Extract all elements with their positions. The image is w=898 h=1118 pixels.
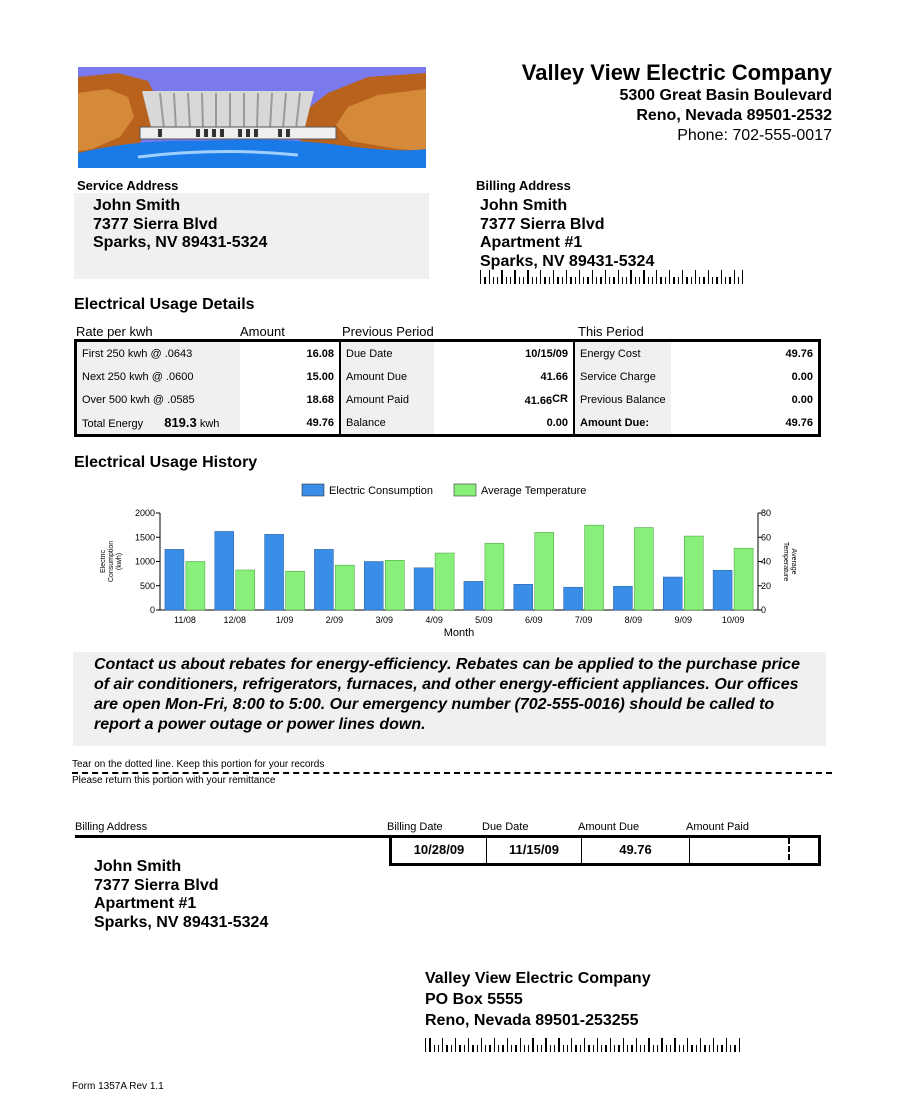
barcode-bar	[567, 1045, 568, 1052]
barcode-bar	[626, 277, 627, 284]
this-period-header: This Period	[578, 324, 644, 339]
barcode-bar	[656, 270, 657, 284]
company-header	[522, 60, 832, 146]
barcode-bar	[717, 1045, 718, 1052]
bar-temperature	[186, 562, 205, 611]
barcode-bar	[721, 270, 722, 284]
amount-paid-label: Amount Paid	[686, 821, 749, 833]
barcode-bar	[614, 1045, 615, 1052]
barcode-bar	[725, 277, 726, 284]
mail-to-line: Valley View Electric Company	[425, 970, 651, 987]
barcode-bar	[618, 270, 619, 284]
barcode-bar	[519, 277, 520, 284]
amount-due-value: 49.76	[582, 835, 690, 863]
credit-suffix: CR	[552, 392, 568, 405]
amount-paid-field[interactable]	[690, 835, 818, 863]
y2-tick-label: 20	[761, 580, 772, 591]
barcode-bar	[464, 1045, 465, 1052]
billing-address-label: Billing Address	[476, 178, 571, 193]
bar-consumption	[663, 577, 682, 610]
barcode-bar	[666, 1045, 667, 1052]
barcode-bar	[544, 277, 545, 284]
y-tick-label: 500	[139, 580, 155, 591]
previous-value-cell	[434, 342, 573, 365]
barcode-bar	[557, 277, 558, 284]
barcode-bar	[673, 277, 674, 284]
barcode-bar	[653, 1045, 654, 1052]
amount-due-label-cell: Amount Due:	[573, 411, 671, 434]
barcode-bar	[669, 270, 670, 284]
barcode-bar	[730, 1045, 731, 1052]
barcode-bar	[597, 1038, 598, 1052]
barcode-bar	[520, 1038, 521, 1052]
y-axis-title-part: Electric	[100, 550, 107, 573]
y2-axis-title-part: Average	[790, 548, 797, 575]
barcode-bar	[580, 1045, 581, 1052]
x-tick-label: 5/09	[475, 615, 493, 625]
barcode-bar	[721, 1045, 722, 1052]
barcode-bar	[739, 1038, 740, 1052]
bar-consumption	[464, 581, 483, 610]
bar-consumption	[215, 531, 234, 610]
barcode-bar	[434, 1045, 435, 1052]
barcode-bar	[660, 277, 661, 284]
barcode-bar	[553, 270, 554, 284]
previous-value-cell	[434, 388, 573, 411]
barcode-bar	[497, 277, 498, 284]
barcode-bar	[472, 1045, 473, 1052]
barcode-bar	[648, 1038, 649, 1052]
amount-paid-marker	[788, 838, 790, 860]
barcode-bar	[742, 270, 743, 284]
this-value-cell: 49.76	[785, 347, 813, 360]
usage-history-title: Electrical Usage History	[74, 454, 258, 471]
barcode-bar	[661, 1038, 662, 1052]
barcode-bar	[540, 270, 541, 284]
barcode-bar	[627, 1045, 628, 1052]
x-tick-label: 11/08	[173, 615, 196, 625]
barcode-bar	[600, 277, 601, 284]
barcode-bar	[527, 270, 528, 284]
x-axis-title: Month	[443, 627, 475, 639]
previous-label-cell: Amount Due	[339, 365, 434, 388]
company-city: Reno, Nevada 89501-2532	[636, 107, 832, 124]
service-address-label: Service Address	[77, 178, 179, 193]
bar-temperature	[684, 536, 703, 610]
bar-consumption	[514, 584, 533, 610]
barcode-bar	[481, 1038, 482, 1052]
x-tick-label: 1/09	[275, 615, 294, 625]
bar-temperature	[585, 525, 604, 610]
x-tick-label: 10/09	[721, 615, 745, 625]
barcode-bar	[425, 1038, 426, 1052]
rate-cell: First 250 kwh @ .0643	[77, 342, 240, 365]
barcode-bar	[713, 1038, 714, 1052]
amount-due-value-cell: 49.76	[785, 416, 813, 429]
barcode-bar	[716, 277, 717, 284]
y2-axis-title	[782, 542, 797, 581]
amount-due-label: Amount Due	[578, 821, 640, 833]
bar-temperature	[634, 528, 653, 610]
barcode-bar	[579, 270, 580, 284]
remit-address-line: John Smith	[94, 858, 182, 875]
bar-consumption	[265, 534, 284, 610]
barcode-bar	[639, 277, 640, 284]
previous-value: 10/15/09	[525, 347, 568, 360]
barcode-bar	[679, 1045, 680, 1052]
bar-temperature	[236, 570, 255, 610]
barcode-bar	[657, 1045, 658, 1052]
billing-address-line: 7377 Sierra Blvd	[480, 215, 605, 233]
barcode-bar	[640, 1045, 641, 1052]
barcode-bar	[501, 270, 502, 284]
amount-cell: 15.00	[306, 370, 334, 383]
barcode-bar	[709, 1045, 710, 1052]
bar-temperature	[286, 571, 305, 610]
billing-date-value: 10/28/09	[392, 835, 487, 863]
legend-label: Electric Consumption	[329, 485, 433, 497]
barcode-bar	[605, 270, 606, 284]
usage-details-table	[74, 339, 821, 437]
rate-cell: Next 250 kwh @ .0600	[77, 365, 240, 388]
y-tick-label: 1000	[134, 556, 155, 567]
barcode-bar	[498, 1045, 499, 1052]
bar-consumption	[564, 587, 583, 610]
barcode-bar	[442, 1038, 443, 1052]
barcode-bar	[480, 270, 481, 284]
barcode-bar	[610, 1038, 611, 1052]
barcode-bar	[587, 277, 588, 284]
barcode-bar	[618, 1045, 619, 1052]
remit-address-line: Sparks, NV 89431-5324	[94, 913, 269, 931]
barcode-bar	[489, 1045, 490, 1052]
barcode-bar	[459, 1045, 460, 1052]
barcode-bar	[524, 1045, 525, 1052]
barcode-bar	[511, 1045, 512, 1052]
service-address-box	[74, 193, 429, 279]
barcode-bar	[545, 1038, 546, 1052]
barcode-bar	[674, 1038, 675, 1052]
barcode-bar	[575, 1045, 576, 1052]
remit-postal-barcode	[425, 1038, 740, 1052]
this-value-cell: 0.00	[791, 393, 813, 406]
barcode-bar	[550, 1045, 551, 1052]
barcode-bar	[696, 1045, 697, 1052]
mail-to-line: Reno, Nevada 89501-253255	[425, 1012, 639, 1029]
barcode-bar	[429, 1038, 430, 1052]
barcode-bar	[605, 1045, 606, 1052]
barcode-bar	[485, 1045, 486, 1052]
bar-temperature	[335, 565, 354, 610]
barcode-bar	[588, 1045, 589, 1052]
barcode-bar	[541, 1045, 542, 1052]
bar-consumption	[165, 549, 184, 610]
barcode-bar	[583, 277, 584, 284]
y-tick-label: 0	[149, 605, 155, 615]
due-date-value: 11/15/09	[487, 835, 582, 863]
y-axis-title	[100, 541, 123, 582]
barcode-bar	[636, 1038, 637, 1052]
barcode-bar	[446, 1045, 447, 1052]
bar-temperature	[435, 553, 454, 610]
service-address-line: 7377 Sierra Blvd	[93, 215, 218, 233]
barcode-bar	[729, 277, 730, 284]
tear-instruction: Tear on the dotted line. Keep this portion for your records	[72, 759, 325, 770]
barcode-bar	[712, 277, 713, 284]
barcode-bar	[489, 270, 490, 284]
barcode-bar	[635, 277, 636, 284]
barcode-bar	[682, 270, 683, 284]
barcode-bar	[738, 277, 739, 284]
previous-label-cell: Due Date	[339, 342, 434, 365]
usage-history-chart	[100, 478, 820, 646]
y2-tick-label: 0	[761, 605, 767, 615]
rate-column-header: Rate per kwh	[76, 324, 153, 339]
barcode-bar	[691, 277, 692, 284]
y2-tick-label: 60	[761, 532, 772, 543]
bar-consumption	[713, 570, 732, 610]
previous-value: 41.66	[524, 394, 553, 407]
barcode-bar	[584, 1038, 585, 1052]
remit-address-line: Apartment #1	[94, 895, 197, 912]
billing-address-line: John Smith	[480, 197, 568, 214]
amount-cell: 18.68	[306, 393, 334, 406]
mail-to-line: PO Box 5555	[425, 991, 523, 1008]
barcode-bar	[699, 277, 700, 284]
company-street: 5300 Great Basin Boulevard	[619, 87, 832, 104]
barcode-bar	[665, 277, 666, 284]
legend-swatch	[454, 484, 476, 496]
y-axis-title-part: Consumption	[108, 540, 115, 583]
x-tick-label: 8/09	[624, 615, 643, 625]
return-instruction: Please return this portion with your remittance	[72, 775, 276, 786]
barcode-bar	[536, 277, 537, 284]
barcode-bar	[687, 1038, 688, 1052]
kwh-unit: kwh	[199, 418, 220, 430]
billing-date-label: Billing Date	[387, 821, 443, 833]
bar-temperature	[485, 543, 504, 610]
barcode-bar	[708, 270, 709, 284]
barcode-bar	[575, 277, 576, 284]
x-tick-label: 3/09	[375, 615, 394, 625]
balance-label-cell: Balance	[339, 411, 434, 434]
barcode-bar	[643, 270, 644, 284]
barcode-bar	[438, 1045, 439, 1052]
barcode-bar	[562, 277, 563, 284]
x-tick-label: 7/09	[574, 615, 593, 625]
this-value-cell: 0.00	[791, 370, 813, 383]
barcode-bar	[613, 277, 614, 284]
rate-cell: Over 500 kwh @ .0585	[77, 388, 240, 411]
barcode-bar	[549, 277, 550, 284]
barcode-bar	[537, 1045, 538, 1052]
tear-line	[72, 772, 832, 774]
barcode-bar	[596, 277, 597, 284]
barcode-bar	[726, 1038, 727, 1052]
barcode-bar	[686, 277, 687, 284]
legend-swatch	[302, 484, 324, 496]
barcode-bar	[700, 1038, 701, 1052]
barcode-bar	[507, 1038, 508, 1052]
barcode-bar	[734, 270, 735, 284]
barcode-bar	[644, 1045, 645, 1052]
service-address-line: John Smith	[93, 197, 181, 214]
y-tick-label: 2000	[134, 508, 155, 518]
barcode-bar	[670, 1045, 671, 1052]
table-row	[77, 342, 818, 365]
postal-barcode	[480, 270, 743, 284]
amount-column-header: Amount	[240, 324, 285, 339]
remittance-box	[389, 835, 821, 866]
x-tick-label: 2/09	[325, 615, 344, 625]
total-energy-cell	[77, 411, 240, 434]
barcode-bar	[468, 1038, 469, 1052]
barcode-bar	[477, 1045, 478, 1052]
y2-tick-label: 40	[761, 556, 772, 567]
barcode-bar	[532, 1038, 533, 1052]
previous-value: 41.66	[540, 370, 568, 383]
barcode-bar	[554, 1045, 555, 1052]
x-tick-label: 9/09	[674, 615, 693, 625]
barcode-bar	[703, 277, 704, 284]
barcode-bar	[630, 270, 631, 284]
barcode-bar	[652, 277, 653, 284]
chart-svg	[100, 478, 820, 646]
barcode-bar	[623, 1038, 624, 1052]
barcode-bar	[691, 1045, 692, 1052]
barcode-bar	[494, 1038, 495, 1052]
barcode-bar	[695, 270, 696, 284]
barcode-bar	[571, 1038, 572, 1052]
x-tick-label: 4/09	[425, 615, 443, 625]
table-row	[77, 365, 818, 388]
company-name: Valley View Electric Company	[521, 60, 832, 85]
bar-consumption	[314, 549, 333, 610]
x-tick-label: 6/09	[524, 615, 543, 625]
company-logo	[78, 67, 426, 168]
barcode-bar	[622, 277, 623, 284]
barcode-bar	[631, 1045, 632, 1052]
company-phone: Phone: 702-555-0017	[677, 127, 832, 144]
barcode-bar	[683, 1045, 684, 1052]
barcode-bar	[455, 1038, 456, 1052]
barcode-bar	[570, 277, 571, 284]
balance-value-cell: 0.00	[546, 416, 568, 429]
amount-cell: 16.08	[306, 347, 334, 360]
bar-temperature	[734, 548, 753, 610]
due-date-label: Due Date	[482, 821, 529, 833]
table-row	[77, 388, 818, 411]
barcode-bar	[566, 270, 567, 284]
billing-address-line: Sparks, NV 89431-5324	[480, 252, 655, 270]
barcode-bar	[532, 277, 533, 284]
barcode-bar	[502, 1045, 503, 1052]
barcode-bar	[592, 270, 593, 284]
barcode-bar	[506, 277, 507, 284]
barcode-bar	[558, 1038, 559, 1052]
total-amount-cell: 49.76	[306, 416, 334, 429]
remit-billing-address	[94, 858, 268, 932]
barcode-bar	[515, 1045, 516, 1052]
usage-details-title: Electrical Usage Details	[74, 296, 255, 313]
x-tick-label: 12/08	[223, 615, 247, 625]
barcode-bar	[678, 277, 679, 284]
previous-period-header: Previous Period	[342, 324, 434, 339]
legend-label: Average Temperature	[481, 485, 587, 497]
barcode-bar	[601, 1045, 602, 1052]
total-kwh: 819.3	[164, 415, 197, 430]
this-label-cell: Energy Cost	[573, 342, 671, 365]
service-address-line: Sparks, NV 89431-5324	[93, 234, 268, 251]
barcode-bar	[510, 277, 511, 284]
billing-address-line: Apartment #1	[480, 234, 583, 251]
barcode-bar	[493, 277, 494, 284]
barcode-bar	[451, 1045, 452, 1052]
y-axis-title-part: (kwh)	[116, 552, 123, 571]
previous-value-cell	[434, 365, 573, 388]
this-label-cell: Service Charge	[573, 365, 671, 388]
barcode-bar	[523, 277, 524, 284]
y2-tick-label: 80	[761, 508, 772, 518]
barcode-bar	[704, 1045, 705, 1052]
barcode-bar	[514, 270, 515, 284]
barcode-bar	[528, 1045, 529, 1052]
table-row-total	[77, 411, 818, 434]
billing-address-block	[480, 197, 654, 271]
bar-temperature	[385, 560, 404, 610]
total-energy-label: Total Energy	[82, 418, 144, 430]
remit-billing-address-label: Billing Address	[75, 821, 148, 833]
barcode-bar	[609, 277, 610, 284]
barcode-bar	[563, 1045, 564, 1052]
barcode-bar	[484, 277, 485, 284]
bar-consumption	[364, 562, 383, 611]
barcode-bar	[734, 1045, 735, 1052]
this-label-cell: Previous Balance	[573, 388, 671, 411]
bar-consumption	[613, 586, 632, 610]
y2-axis-title-part: Temperature	[782, 541, 789, 582]
bar-consumption	[414, 568, 433, 610]
rebate-notice: Contact us about rebates for energy-efficiency. Rebates can be applied to the purchase price of air conditioners, refrigerators, furnaces, and other energy-efficient appliances. Our offices are open Mon-Fri, 8:00 to 5:00. Our emergency number (702-555-0016) should be called to report a power outage or power lines down.	[73, 652, 826, 746]
mail-to-address	[425, 968, 651, 1031]
bar-temperature	[535, 532, 554, 610]
remit-address-line: 7377 Sierra Blvd	[94, 876, 219, 894]
form-id: Form 1357A Rev 1.1	[72, 1081, 164, 1092]
barcode-bar	[593, 1045, 594, 1052]
barcode-bar	[648, 277, 649, 284]
y-tick-label: 1500	[134, 532, 155, 543]
previous-label-cell: Amount Paid	[339, 388, 434, 411]
